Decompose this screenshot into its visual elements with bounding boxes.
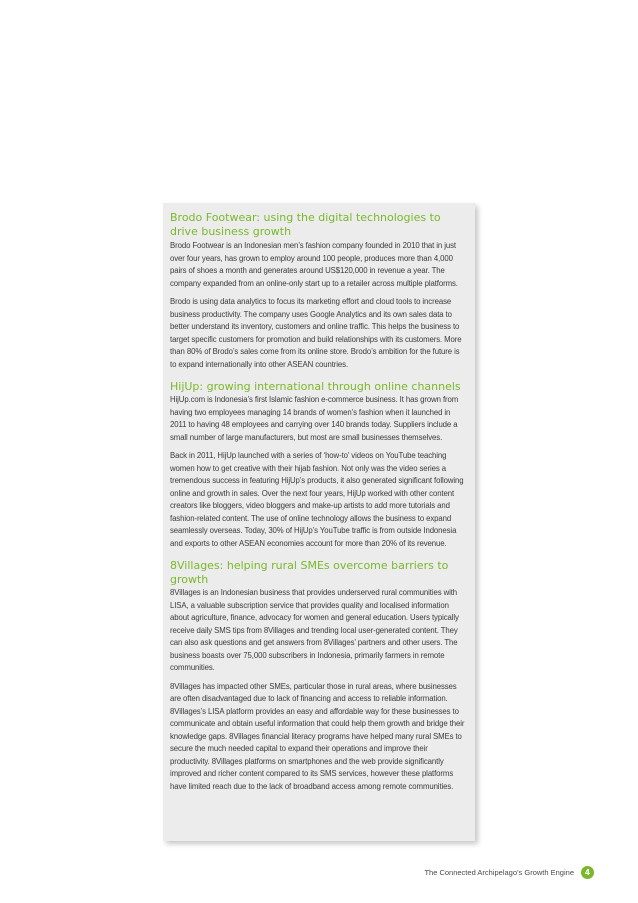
case-study-panel — [163, 203, 475, 841]
case-study-8villages — [170, 559, 465, 793]
paragraph: HijUp.com is Indonesia’s first Islamic fashion e-commerce business. It has grown from having two employees managing 14 brands of women’s fashion when it launched in 2011 to having 48 employees and carrying over 140 brands today. Suppliers include a small number of large manufacturers, but most are small businesses themselves. — [170, 395, 459, 442]
paragraph: 8Villages is an Indonesian business that provides underserved rural communities with LISA, a valuable subscription service that provides quality and localised information about agriculture, finance, advocacy for women and general education. Users typically receive daily SMS tips from 8Villages and trending local user-generated content. They can also ask questions and get answers from 8Villages’ partners and other users. The business boasts over 75,000 subscribers in Indonesia, primarily farmers in remote communities. — [170, 588, 459, 672]
section-title: HijUp: growing international through online channels — [170, 380, 461, 393]
section-title: Brodo Footwear: using the digital technologies to drive business growth — [170, 211, 441, 238]
case-study-brodo — [170, 211, 465, 371]
case-study-hijup — [170, 380, 465, 550]
page-number-badge: 4 — [581, 866, 594, 879]
paragraph: Back in 2011, HijUp launched with a series of ‘how-to’ videos on YouTube teaching women how to get creative with their hijab fashion. Not only was the video series a tremendous success in featuring HijUp’s products, it also generated significant following online and growth in sales. Over the next four years, HijUp worked with other content creators like bloggers, video bloggers and make-up artists to add more tutorials and fashion-related content. The use of online technology allows the business to expand seamlessly overseas. Today, 30% of HijUp’s YouTube traffic is from outside Indonesia and exports to other ASEAN economies account for more than 20% of its revenue. — [170, 451, 464, 548]
paragraph: Brodo is using data analytics to focus its marketing effort and cloud tools to increase business productivity. The company uses Google Analytics and its own sales data to better understand its inventory, customers and online traffic. This helps the business to target specific customers for promotion and build relationships with its customers. More than 80% of Brodo’s sales come from its online store. Brodo’s ambition for the future is to expand internationally into other ASEAN countries. — [170, 297, 462, 369]
footer-title: The Connected Archipelago’s Growth Engine — [424, 868, 574, 877]
page-footer — [424, 866, 594, 879]
paragraph: 8Villages has impacted other SMEs, particular those in rural areas, where businesses are often disadvantaged due to lack of financing and access to reliable information. 8Villages’s LISA platform provides an easy and affordable way for these businesses to communicate and obtain useful information that could help them growth and bridge their knowledge gaps. 8Villages financial literacy programs have helped many rural SMEs to secure the much needed capital to expand their operations and improve their productivity. 8Villages platforms on smartphones and the web provide significantly improved and richer content compared to its SMS services, however these platforms have limited reach due to the lack of broadband access among remote communities. — [170, 681, 465, 791]
paragraph: Brodo Footwear is an Indonesian men’s fashion company founded in 2010 that in just over four years, has grown to employ around 100 people, produces more than 4,000 pairs of shoes a month and generates around US$120,000 in revenue a year. The company expanded from an online-only start up to a retailer across multiple platforms. — [170, 241, 458, 288]
section-title: 8Villages: helping rural SMEs overcome barriers to growth — [170, 559, 449, 586]
